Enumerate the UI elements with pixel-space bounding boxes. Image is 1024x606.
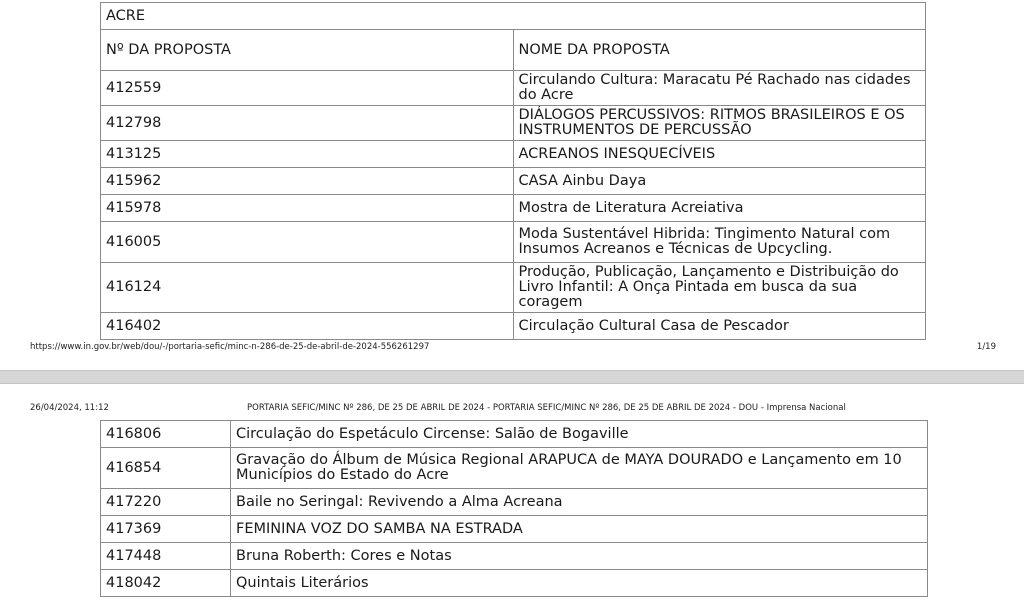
page-footer-url: https://www.in.gov.br/web/dou/-/portaria-sefic/minc-n-286-de-25-de-abril-de-2024-556261297 [30, 342, 430, 352]
proposal-name: Circulação Cultural Casa de Pescador [513, 313, 926, 340]
column-header-proposal-name: NOME DA PROPOSTA [513, 30, 926, 71]
proposal-id: 417220 [101, 489, 231, 516]
proposal-name: Quintais Literários [231, 570, 928, 597]
table-row [101, 168, 926, 195]
table-row [101, 543, 928, 570]
proposals-table [100, 2, 926, 340]
proposal-name: Baile no Seringal: Revivendo a Alma Acreana [231, 489, 928, 516]
proposal-id: 416402 [101, 313, 514, 340]
proposal-id: 412559 [101, 71, 514, 106]
table-row [101, 570, 928, 597]
region-name: ACRE [101, 3, 926, 30]
table-row [101, 489, 928, 516]
page-header-title: PORTARIA SEFIC/MINC Nº 286, DE 25 DE ABRIL DE 2024 - PORTARIA SEFIC/MINC Nº 286, DE 25 DE ABRIL DE 2024 - DOU - Imprensa Nacional [247, 403, 846, 413]
proposal-id: 418042 [101, 570, 231, 597]
table-row [101, 195, 926, 222]
proposal-name: CASA Ainbu Daya [513, 168, 926, 195]
proposal-name: Circulando Cultura: Maracatu Pé Rachado nas cidades do Acre [513, 71, 926, 106]
proposal-name: DIÁLOGOS PERCUSSIVOS: RITMOS BRASILEIROS E OS INSTRUMENTOS DE PERCUSSÃO [513, 106, 926, 141]
proposal-name: Mostra de Literatura Acreiativa [513, 195, 926, 222]
proposal-name: ACREANOS INESQUECÍVEIS [513, 141, 926, 168]
proposal-id: 416124 [101, 263, 514, 313]
proposal-id: 412798 [101, 106, 514, 141]
table-row [101, 313, 926, 340]
proposal-name: Bruna Roberth: Cores e Notas [231, 543, 928, 570]
table-row [101, 516, 928, 543]
table-row [101, 106, 926, 141]
proposal-id: 416854 [101, 448, 231, 489]
proposal-id: 416806 [101, 421, 231, 448]
page-separator [0, 370, 1024, 384]
proposal-id: 415978 [101, 195, 514, 222]
page-number: 1/19 [976, 342, 996, 352]
table-row [101, 141, 926, 168]
document-page-2 [0, 384, 1024, 606]
proposal-name: Produção, Publicação, Lançamento e Distribuição do Livro Infantil: A Onça Pintada em busca da sua coragem [513, 263, 926, 313]
table-row [101, 71, 926, 106]
table-header-row [101, 30, 926, 71]
proposal-id: 417448 [101, 543, 231, 570]
proposal-name: Moda Sustentável Hibrida: Tingimento Natural com Insumos Acreanos e Técnicas de Upcycling. [513, 222, 926, 263]
proposals-table-continued [100, 420, 928, 597]
proposal-name: Gravação do Álbum de Música Regional ARAPUCA de MAYA DOURADO e Lançamento em 10 Municípios do Estado do Acre [231, 448, 928, 489]
table-row [101, 263, 926, 313]
proposal-name: FEMININA VOZ DO SAMBA NA ESTRADA [231, 516, 928, 543]
page-header-date: 26/04/2024, 11:12 [30, 403, 109, 413]
column-header-proposal-number: Nº DA PROPOSTA [101, 30, 514, 71]
table-row [101, 421, 928, 448]
proposal-id: 417369 [101, 516, 231, 543]
proposal-id: 413125 [101, 141, 514, 168]
table-row [101, 448, 928, 489]
region-row [101, 3, 926, 30]
table-row [101, 222, 926, 263]
proposal-name: Circulação do Espetáculo Circense: Salão de Bogaville [231, 421, 928, 448]
proposal-id: 416005 [101, 222, 514, 263]
proposal-id: 415962 [101, 168, 514, 195]
